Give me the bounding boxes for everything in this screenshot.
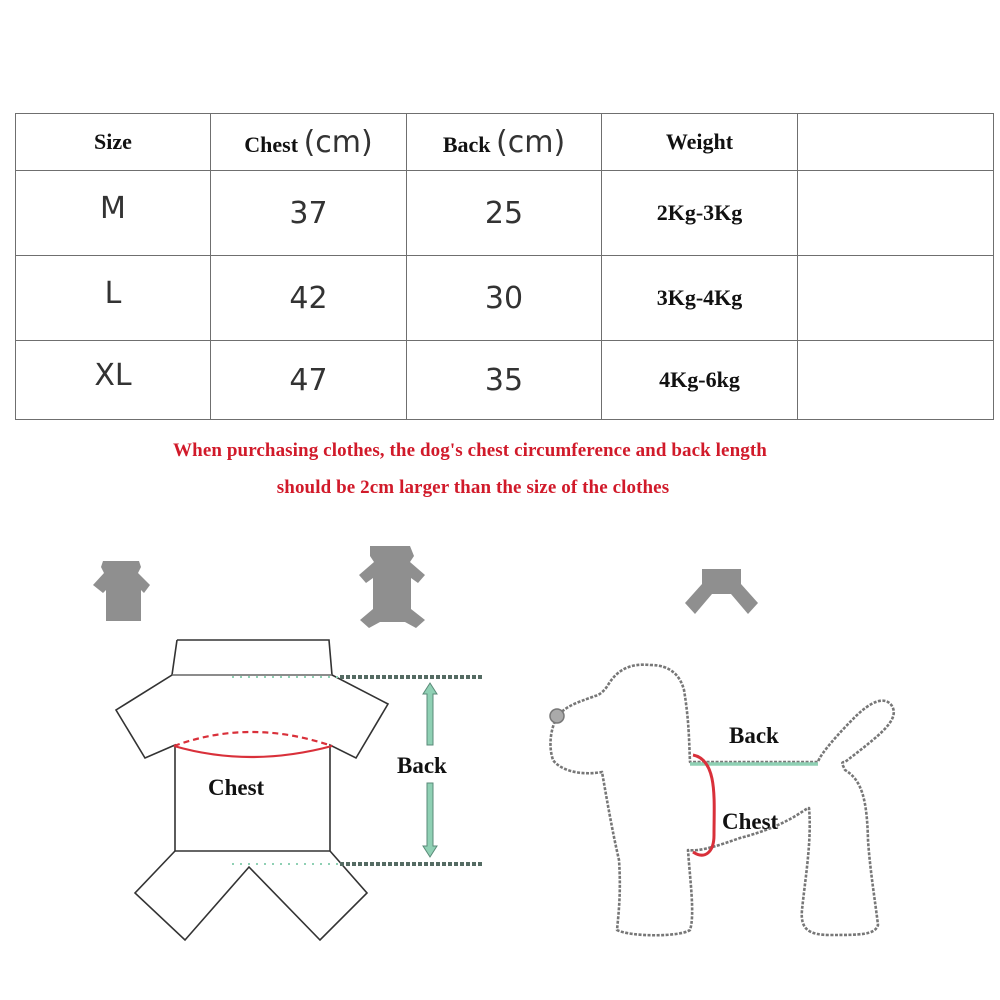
header-size	[16, 114, 211, 171]
cell-back: 30	[407, 256, 602, 341]
header-weight-label: Weight	[665, 129, 734, 154]
dog-nose-icon	[550, 709, 564, 723]
cell-chest: 42	[211, 256, 407, 341]
header-size-label: Size	[94, 129, 132, 154]
dog-back-label: Back	[729, 723, 779, 748]
table-row	[16, 256, 994, 341]
cell-weight: 4Kg-6kg	[602, 341, 798, 420]
cell-size: L	[16, 256, 211, 341]
cell-chest: 47	[211, 341, 407, 420]
cell-weight: 3Kg-4Kg	[602, 256, 798, 341]
garment-chest-line	[174, 732, 332, 757]
dog-outline	[550, 665, 893, 936]
header-chest-label: Chest	[244, 131, 299, 157]
cell-size: XL	[16, 341, 211, 420]
cell-size: M	[16, 171, 211, 256]
header-back	[407, 114, 602, 171]
measurement-diagram	[0, 530, 1000, 1000]
sizing-note-line-1: When purchasing clothes, the dog's chest circumference and back length	[173, 440, 767, 461]
dog-chest-line	[693, 755, 714, 855]
garment-back-label: Back	[397, 753, 447, 778]
header-back-unit: (cm)	[496, 124, 566, 160]
jumpsuit-silhouette-icon	[359, 546, 425, 628]
garment-chest-label: Chest	[208, 775, 265, 800]
dog-chest-label: Chest	[722, 809, 779, 834]
table-header-row	[16, 114, 994, 171]
cell-chest: 37	[211, 171, 407, 256]
sizing-note-line-2: should be 2cm larger than the size of the clothes	[276, 477, 670, 498]
cell-weight: 2Kg-3Kg	[602, 171, 798, 256]
pants-silhouette-icon	[685, 569, 758, 614]
table-row	[16, 171, 994, 256]
table-row	[16, 341, 994, 420]
header-weight	[602, 114, 798, 171]
header-extra	[798, 114, 994, 171]
cell-extra	[798, 171, 994, 256]
header-back-label: Back	[442, 131, 491, 157]
cell-back: 35	[407, 341, 602, 420]
header-chest	[211, 114, 407, 171]
header-chest-unit: (cm)	[303, 124, 373, 160]
cell-back: 25	[407, 171, 602, 256]
cell-extra	[798, 256, 994, 341]
cell-extra	[798, 341, 994, 420]
size-chart-table	[15, 113, 994, 420]
tshirt-silhouette-icon	[93, 561, 150, 621]
